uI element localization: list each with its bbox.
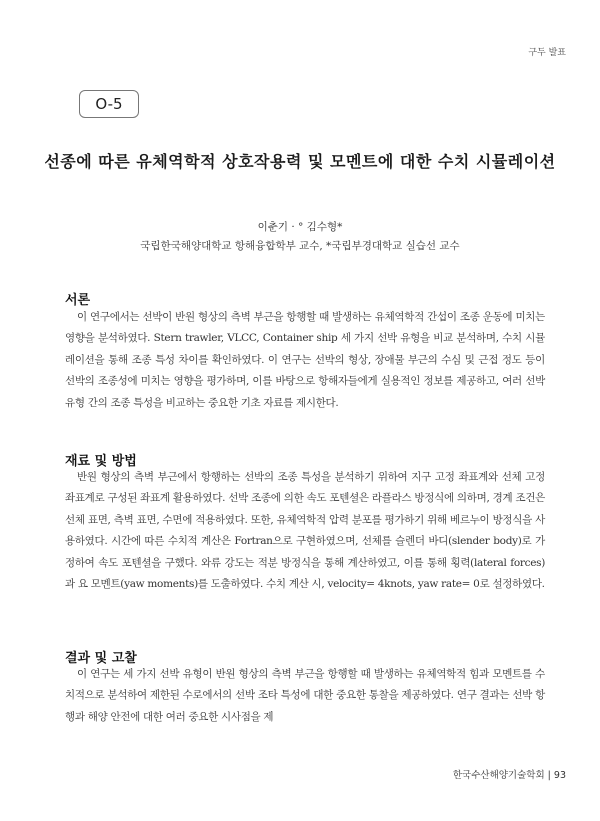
footer-separator: | (547, 770, 551, 781)
section-heading-results: 결과 및 고찰 (65, 651, 137, 666)
section-heading-introduction: 서론 (65, 293, 91, 308)
running-header: 구두 발표 (528, 48, 566, 58)
affiliation: 국립한국해양대학교 항해융합학부 교수, *국립부경대학교 실습선 교수 (140, 240, 460, 252)
section-body-methods: 반원 형상의 측벽 부근에서 항행하는 선박의 조종 특성을 분석하기 위하여 지구 고정 좌표계와 선체 고정 좌표계로 구성된 좌표계 활용하였다. 선박 조종에 의한 속도 포텐셜은 라플라스 방정식에 의하며, 경계 조건은 선체 표면, 측벽 표면, 수면에 적용하였다. 또한, 유체역학적 압력 분포를 평가하기 위해 베르누이 방정식을 사용하였다. 시간에 따른 수치적 계산은 Fortran으로 구현하였으며, 선체를 슬렌더 바디(slender body)로 가정하여 속도 포텐셜을 구했다. 와류 강도는 적분 방정식을 통해 계산하였고, 이를 통해 횡력(lateral forces)과 요 모멘트(yaw moments)를 도출하였다. 수치 계산 시, velocity= 4knots, yaw rate= 0로 설정하였다. (65, 471, 545, 591)
author-list: 이춘기 · ° 김수형* (257, 221, 343, 233)
page-footer (453, 767, 566, 781)
footer-organization: 한국수산해양기술학회 (452, 770, 545, 781)
section-body-introduction: 이 연구에서는 선박이 반원 형상의 측벽 부근을 항행할 때 발생하는 유체역학적 간섭이 조종 운동에 미치는 영향을 분석하였다. Stern trawler, VLCC, Container ship 세 가지 선박 유형을 비교 분석하며, 수치 시뮬레이션을 통해 조종 특성 차이를 확인하였다. 이 연구는 선박의 형상, 장애물 부근의 수심 및 근접 정도 등이 선박의 조종성에 미치는 영향을 평가하며, 이를 바탕으로 항해자들에게 실용적인 정보를 제공하고, 여러 선박 유형 간의 조종 특성을 비교하는 중요한 기초 자료를 제시한다. (65, 311, 545, 409)
page-number: 93 (553, 770, 566, 781)
section-heading-methods: 재료 및 방법 (65, 454, 137, 469)
paper-title: 선종에 따른 유체역학적 상호작용력 및 모멘트에 대한 수치 시뮬레이션 (44, 152, 556, 171)
section-body-results: 이 연구는 세 가지 선박 유형이 반원 형상의 측벽 부근을 항행할 때 발생하는 유체역학적 힘과 모멘트를 수치적으로 분석하여 제한된 수로에서의 선박 조타 특성에 대한 중요한 통찰을 제공하였다. 연구 결과는 선박 항행과 해양 안전에 대한 여러 중요한 시사점을 제 (65, 668, 545, 723)
paper-id-badge: O-5 (79, 90, 139, 118)
